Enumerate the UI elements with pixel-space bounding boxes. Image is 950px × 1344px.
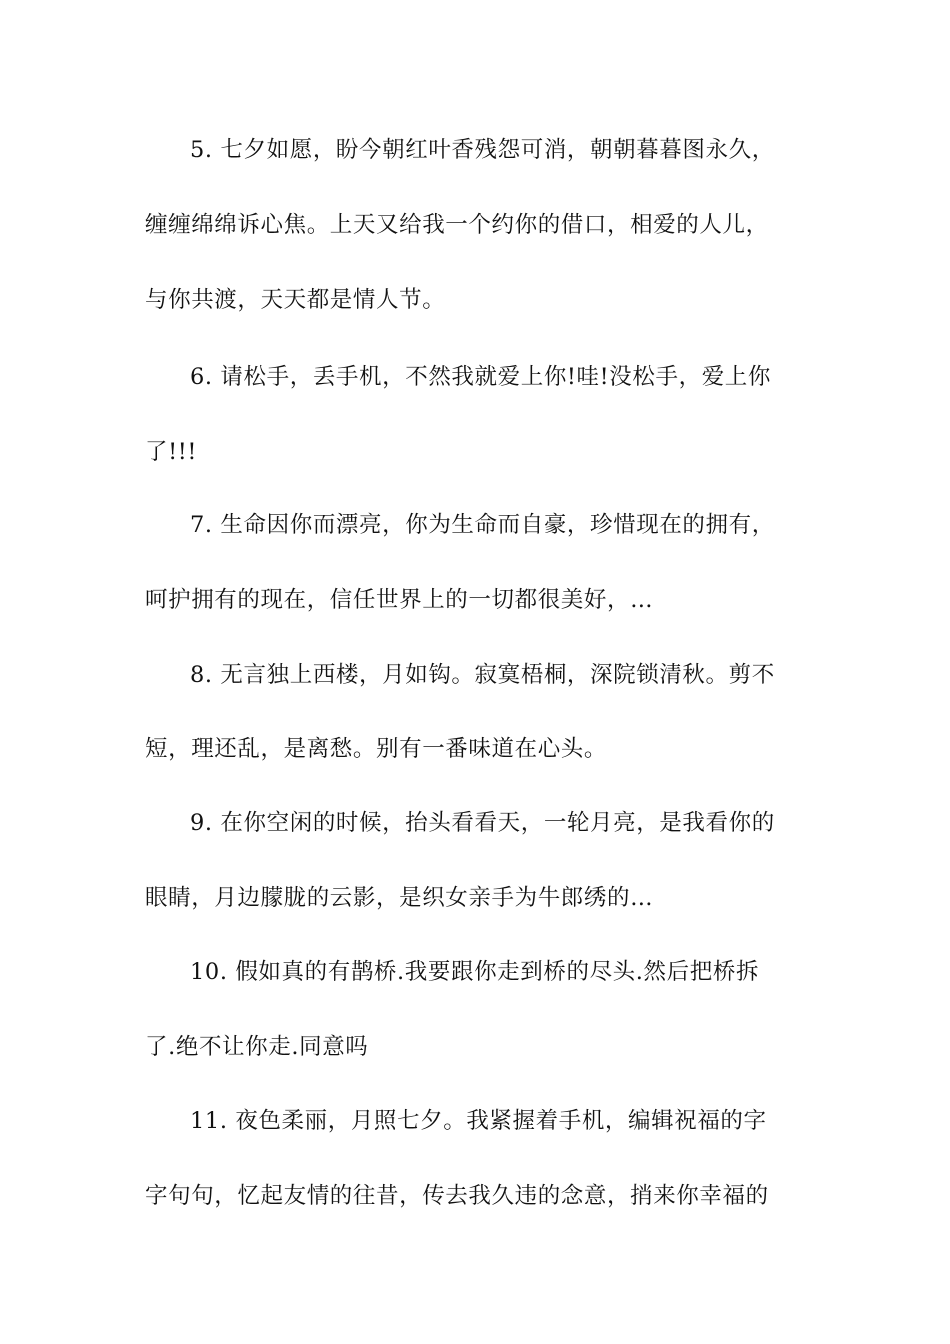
text-line: 7. 生命因你而漂亮，你为生命而自豪，珍惜现在的拥有， (190, 512, 775, 538)
text-line: 8. 无言独上西楼，月如钩。寂寞梧桐，深院锁清秋。剪不 (190, 662, 775, 688)
text-line: 9. 在你空闲的时候，抬头看看天，一轮月亮，是我看你的 (190, 810, 775, 836)
text-line: 6. 请松手，丢手机，不然我就爱上你!哇!没松手，爱上你 (190, 364, 772, 390)
text-line: 呵护拥有的现在，信任世界上的一切都很美好，… (145, 587, 654, 613)
text-line: 5. 七夕如愿，盼今朝红叶香残怨可消，朝朝暮暮图永久， (190, 137, 775, 163)
text-line: 眼睛，月边朦胧的云影，是织女亲手为牛郎绣的… (145, 885, 654, 911)
text-line: 了!!! (145, 439, 198, 465)
text-line: 11. 夜色柔丽，月照七夕。我紧握着手机，编辑祝福的字 (190, 1108, 767, 1134)
text-line: 短，理还乱，是离愁。别有一番味道在心头。 (145, 736, 608, 762)
text-line: 了.绝不让你走.同意吗 (145, 1034, 369, 1060)
text-line: 字句句，忆起友情的往昔，传去我久违的念意，捎来你幸福的 (145, 1183, 769, 1209)
text-line: 与你共渡，天天都是情人节。 (145, 287, 446, 313)
text-line: 缠缠绵绵诉心焦。上天又给我一个约你的借口，相爱的人儿， (145, 212, 769, 238)
text-line: 10. 假如真的有鹊桥.我要跟你走到桥的尽头.然后把桥拆 (190, 959, 760, 985)
